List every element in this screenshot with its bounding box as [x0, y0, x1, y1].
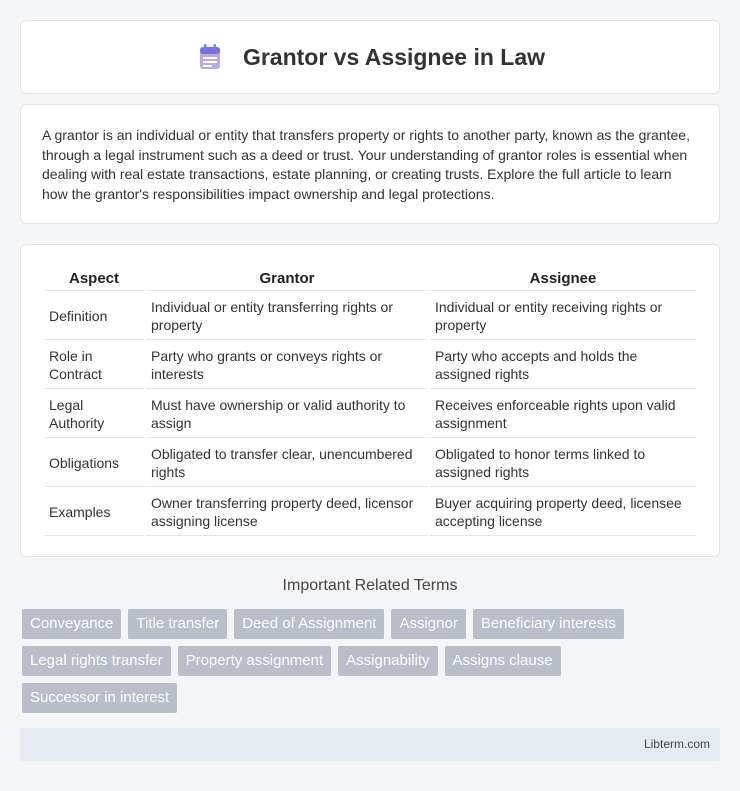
- related-term-tag[interactable]: Title transfer: [128, 609, 227, 639]
- calendar-notebook-icon: [195, 42, 225, 72]
- table-cell-assignee: Obligated to honor terms linked to assigned rights: [430, 440, 696, 487]
- footer-site-link[interactable]: Libterm.com: [643, 737, 710, 751]
- related-term-tag[interactable]: Beneficiary interests: [473, 609, 624, 639]
- table-row: [44, 489, 696, 536]
- comparison-table: [42, 265, 698, 538]
- table-cell-aspect: Examples: [44, 489, 144, 536]
- table-cell-grantor: Obligated to transfer clear, unencumbered rights: [146, 440, 428, 487]
- table-header-row: [44, 267, 696, 291]
- header-card: [20, 20, 720, 94]
- related-term-tag[interactable]: Property assignment: [178, 646, 332, 676]
- column-header-grantor: Grantor: [146, 267, 428, 291]
- table-cell-assignee: Receives enforceable rights upon valid assignment: [430, 391, 696, 438]
- footer: [20, 728, 720, 761]
- related-term-tag[interactable]: Conveyance: [22, 609, 121, 639]
- table-row: [44, 342, 696, 389]
- table-cell-aspect: Legal Authority: [44, 391, 144, 438]
- related-term-tag[interactable]: Assigns clause: [445, 646, 561, 676]
- related-terms-tags: [22, 609, 722, 713]
- table-row: [44, 440, 696, 487]
- table-cell-grantor: Individual or entity transferring rights or property: [146, 293, 428, 340]
- table-cell-grantor: Owner transferring property deed, licensor assigning license: [146, 489, 428, 536]
- intro-card: [20, 104, 720, 224]
- table-row: [44, 391, 696, 438]
- related-term-tag[interactable]: Assignability: [338, 646, 437, 676]
- comparison-table-card: [20, 244, 720, 557]
- page-title: Grantor vs Assignee in Law: [242, 43, 546, 70]
- column-header-aspect: Aspect: [44, 267, 144, 291]
- table-cell-assignee: Individual or entity receiving rights or property: [430, 293, 696, 340]
- related-terms-title: Important Related Terms: [282, 577, 458, 594]
- intro-text: A grantor is an individual or entity that transfers property or rights to another party, known as the grantee, through a legal instrument such as a deed or trust. Your understanding of grantor roles is essential when dealing with real estate transactions, estate planning, or creating trusts. Explore the full article to learn how the grantor's responsibilities impact ownership and legal protections.: [42, 127, 690, 202]
- table-cell-grantor: Party who grants or conveys rights or interests: [146, 342, 428, 389]
- related-term-tag[interactable]: Deed of Assignment: [234, 609, 384, 639]
- table-cell-grantor: Must have ownership or valid authority to assign: [146, 391, 428, 438]
- column-header-assignee: Assignee: [430, 267, 696, 291]
- related-term-tag[interactable]: Assignor: [391, 609, 465, 639]
- table-cell-assignee: Party who accepts and holds the assigned rights: [430, 342, 696, 389]
- related-term-tag[interactable]: Legal rights transfer: [22, 646, 171, 676]
- table-cell-assignee: Buyer acquiring property deed, licensee accepting license: [430, 489, 696, 536]
- table-cell-aspect: Definition: [44, 293, 144, 340]
- table-cell-aspect: Obligations: [44, 440, 144, 487]
- table-row: [44, 293, 696, 340]
- related-term-tag[interactable]: Successor in interest: [22, 683, 177, 713]
- table-cell-aspect: Role in Contract: [44, 342, 144, 389]
